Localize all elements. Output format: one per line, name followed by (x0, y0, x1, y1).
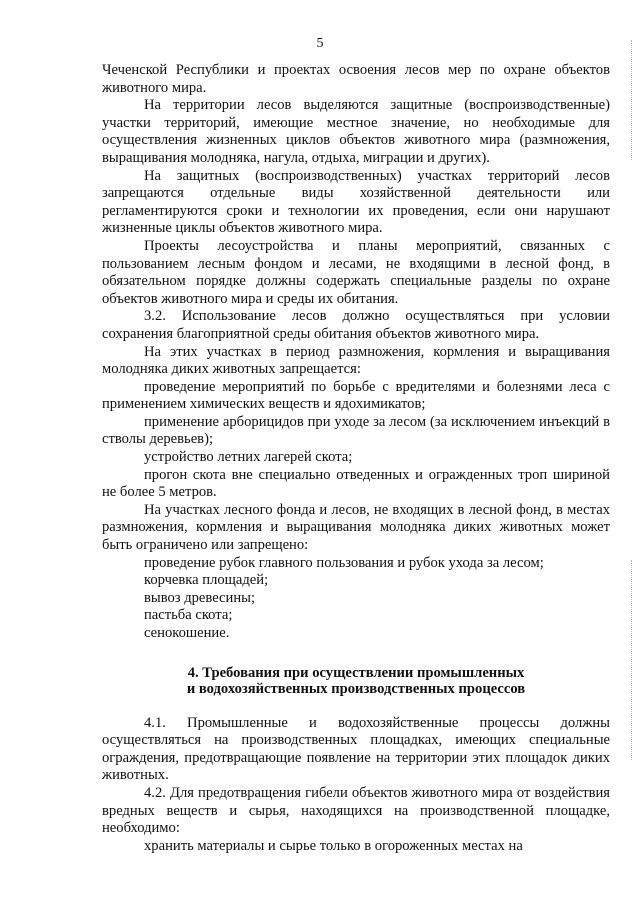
list-item: вывоз древесины; (144, 589, 255, 606)
list-item: корчевка площадей; (144, 572, 269, 589)
paragraph: Проекты лесоустройства и планы мероприятий, связанных с пользованием лесным фондом и лесами, не входящими в лесной фонд, в обязательном порядке должны содержать специальные разделы по охране объектов животного мира и среды их обитания. (102, 237, 610, 307)
section-4-heading-line2: и водохозяйственных производственных процессов (186, 680, 526, 697)
list-item: проведение мероприятий по борьбе с вредителями и болезнями леса с применением химических веществ и ядохимикатов; (102, 378, 610, 413)
section-3-text (102, 62, 610, 643)
list-item: устройство летних лагерей скота; (144, 449, 353, 466)
scan-edge-mark (631, 560, 634, 760)
paragraph: 4.2. Для предотвращения гибели объектов животного мира от воздействия вредных веществ и сырья, находящихся на производственной площадке, необходимо: (102, 784, 610, 837)
scan-edge-mark (631, 40, 634, 160)
document-body (102, 62, 610, 855)
section-4-heading-line1: 4. Требования при осуществлении промышленных (187, 664, 525, 681)
paragraph: На территории лесов выделяются защитные (воспроизводственные) участки территорий, имеющие местное значение, но необходимые для осуществления жизненных циклов объектов животного мира (размножения, выращивания молодняка, нагула, отдыха, миграции и других). (102, 97, 610, 166)
list-item: применение арборицидов при уходе за лесом (за исключением инъекций в стволы деревьев); (102, 413, 610, 448)
paragraph: хранить материалы и сырье только в огороженных местах на (144, 837, 523, 854)
paragraph: 4.1. Промышленные и водохозяйственные процессы должны осуществляться на производственных площадках, имеющих специальные ограждения, предотвращающие появление на территории этих площадок диких животных. (102, 714, 610, 784)
paragraph: На участках лесного фонда и лесов, не входящих в лесной фонд, в местах размножения, кормления и выращивания молодняка диких животных может быть ограничено или запрещено: (102, 501, 610, 554)
list-item: прогон скота вне специально отведенных и огражденных троп шириной не более 5 метров. (102, 466, 610, 501)
list-item: сенокошение. (144, 625, 230, 641)
section-4-heading (102, 665, 610, 697)
paragraph: Чеченской Республики и проектах освоения лесов мер по охране объектов животного мира. (102, 62, 610, 96)
paragraph: 3.2. Использование лесов должно осуществляться при условии сохранения благоприятной среды обитания объектов животного мира. (102, 308, 610, 342)
paragraph: На защитных (воспроизводственных) участках территорий лесов запрещаются отдельные виды хозяйственной деятельности или регламентируются сроки и технологии их проведения, если они нарушают жизненные циклы объектов животного мира. (102, 167, 610, 237)
section-4-text (102, 715, 610, 856)
page-number: 5 (316, 36, 324, 51)
paragraph: На этих участках в период размножения, кормления и выращивания молодняка диких животных запрещается: (102, 343, 610, 378)
list-item: проведение рубок главного пользования и рубок ухода за лесом; (144, 554, 544, 571)
list-item: пастьба скота; (144, 607, 233, 624)
